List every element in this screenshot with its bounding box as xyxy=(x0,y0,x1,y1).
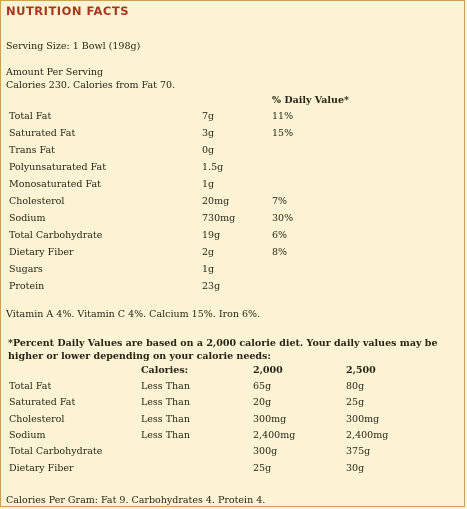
nutrient-name: Sodium xyxy=(9,213,46,224)
reference-cell: Saturated Fat xyxy=(9,397,76,409)
nutrient-amount: 1g xyxy=(202,264,215,275)
reference-cell: 20g xyxy=(253,397,272,409)
reference-cell: 300g xyxy=(253,446,278,458)
reference-cell: 2,400mg xyxy=(253,429,296,441)
nutrient-daily-value: 11% xyxy=(272,111,294,122)
nutrient-name: Trans Fat xyxy=(9,145,55,156)
reference-header: 2,500 xyxy=(346,365,376,376)
reference-header: 2,000 xyxy=(253,365,283,376)
nutrient-daily-value: 7% xyxy=(272,196,288,207)
amount-per-serving: Amount Per Serving xyxy=(6,67,104,78)
panel-title: NUTRITION FACTS xyxy=(6,4,129,18)
reference-cell: 30g xyxy=(346,462,365,474)
nutrient-name: Saturated Fat xyxy=(9,128,76,139)
reference-cell: Total Fat xyxy=(9,381,52,392)
vitamins-line: Vitamin A 4%. Vitamin C 4%. Calcium 15%. Iron 6%. xyxy=(6,309,261,320)
calories-line: Calories 230. Calories from Fat 70. xyxy=(6,80,176,91)
calories-per-gram: Calories Per Gram: Fat 9. Carbohydrates 4. Protein 4. xyxy=(6,495,266,506)
nutrient-amount: 19g xyxy=(202,230,221,241)
nutrient-daily-value: 6% xyxy=(272,230,288,241)
nutrient-name: Sugars xyxy=(9,264,43,275)
reference-cell: Dietary Fiber xyxy=(9,462,74,474)
reference-cell: 300mg xyxy=(346,413,380,425)
nutrient-amount: 20mg xyxy=(202,196,230,207)
reference-cell: 300mg xyxy=(253,413,287,425)
serving-size: Serving Size: 1 Bowl (198g) xyxy=(6,41,141,52)
nutrient-name: Protein xyxy=(9,281,45,292)
nutrient-amount: 7g xyxy=(202,111,215,122)
nutrient-amount: 730mg xyxy=(202,213,236,224)
reference-cell: 25g xyxy=(346,397,365,409)
reference-cell: Less Than xyxy=(141,413,190,425)
nutrient-amount: 0g xyxy=(202,145,215,156)
footnote: *Percent Daily Values are based on a 2,000 calorie diet. Your daily values may be higher or lower depending on your calorie needs: xyxy=(8,338,438,362)
nutrient-daily-value: 30% xyxy=(272,213,294,224)
nutrient-name: Cholesterol xyxy=(9,196,65,207)
nutrient-name: Polyunsaturated Fat xyxy=(9,162,107,173)
nutrient-amount: 1g xyxy=(202,179,215,190)
reference-cell: Sodium xyxy=(9,429,46,441)
nutrient-name: Total Carbohydrate xyxy=(9,230,103,241)
reference-cell: 2,400mg xyxy=(346,429,389,441)
reference-cell: 25g xyxy=(253,462,272,474)
nutrient-name: Monosaturated Fat xyxy=(9,179,101,190)
daily-value-header: % Daily Value* xyxy=(272,95,349,106)
nutrient-amount: 1.5g xyxy=(202,162,224,173)
reference-cell: Total Carbohydrate xyxy=(9,446,103,458)
reference-header: Calories: xyxy=(141,365,189,376)
reference-cell: 375g xyxy=(346,446,371,458)
reference-cell: Less Than xyxy=(141,429,190,441)
reference-cell: 80g xyxy=(346,381,365,392)
nutrient-daily-value: 8% xyxy=(272,247,288,258)
nutrient-name: Dietary Fiber xyxy=(9,247,74,258)
reference-cell: Cholesterol xyxy=(9,413,65,425)
nutrient-amount: 23g xyxy=(202,281,221,292)
reference-cell: Less Than xyxy=(141,381,190,392)
reference-cell: 65g xyxy=(253,381,272,392)
nutrient-amount: 3g xyxy=(202,128,215,139)
nutrient-daily-value: 15% xyxy=(272,128,294,139)
reference-cell: Less Than xyxy=(141,397,190,409)
nutrient-name: Total Fat xyxy=(9,111,52,122)
nutrient-amount: 2g xyxy=(202,247,215,258)
